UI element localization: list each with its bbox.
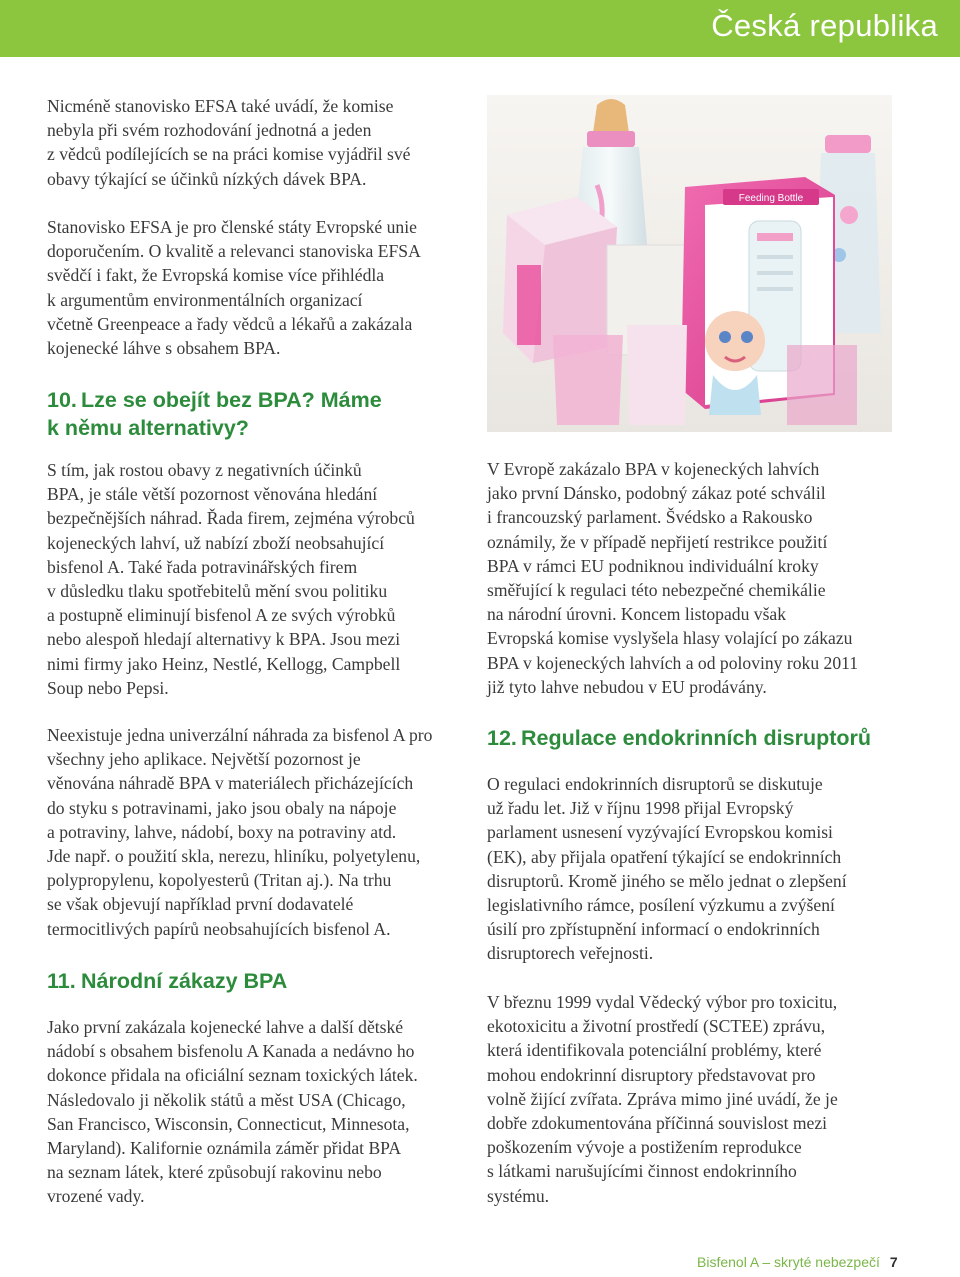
heading-12 — [487, 724, 907, 752]
page-section-title: Česká republika — [711, 8, 938, 43]
right-paragraph-european-bans: V Evropě zakázalo BPA v kojeneckých lahvích jako první Dánsko, podobný zákaz poté schválil i francouzský parlament. Švédsko a Rakousko oznámily, že v případě nepřijetí restrikce použití BPA v rámci EU podniknou individuální kroky směřující k regulaci této nebezpečné chemikálie na národní úrovni. Koncem listopadu však Evropská komise vyslyšela hlasy volající po zákazu BPA v kojeneckých lahvích a od poloviny roku 2011 již tyto lahve nebudou v EU prodávány. — [487, 459, 859, 697]
photo-box-label: Feeding Bottle — [738, 193, 804, 204]
baby-bottles-photo — [487, 95, 892, 432]
page-footer — [697, 1254, 898, 1270]
right-paragraph-scientific-committee: V březnu 1999 vydal Vědecký výbor pro toxicitu, ekotoxicitu a životní prostředí (SCTEE) zprávu, která identifikovala potenciální problémy, které mohou endokrinní disruptory představovat pro volně žijící zvířata. Zpráva mimo jiné uvádí, že je dobře zdokumentována příčinná souvislost mezi poškozením vývoje a postižením reprodukce s látkami narušujícími činnost endokrinního systému. — [487, 992, 838, 1206]
header-band — [0, 0, 960, 57]
footer-publication-title: Bisfenol A – skryté nebezpečí — [697, 1254, 880, 1270]
heading-10 — [47, 386, 459, 442]
heading-11-text: Národní zákazy BPA — [81, 969, 288, 993]
left-paragraph-alternatives: S tím, jak rostou obavy z negativních účinků BPA, je stále větší pozornost věnována hledání bezpečnějších náhrad. Řada firem, zejména výrobců kojeneckých lahví, už nabízí zboží neobsahující bisfenol A. Také řada potravinářských firem v důsledku tlaku spotřebitelů mění svou politiku a postupně eliminují bisfenol A ze svých výrobků nebo alespoň hledají alternativy k BPA. Jsou mezi nimi firmy jako Heinz, Nestlé, Kellogg, Campbell Soup nebo Pepsi. — [47, 460, 415, 698]
left-paragraph-efsa-opinion: Nicméně stanovisko EFSA také uvádí, že komise nebyla při svém rozhodování jednotná a jeden z vědců podílejících se na práci komise vyjádřil své obavy týkající se účinků nízkých dávek BPA. — [47, 96, 411, 189]
left-paragraph-national-bans: Jako první zakázala kojenecké lahve a další dětské nádobí s obsahem bisfenolu A Kanada a nedávno ho dokonce přidala na oficiální seznam toxických látek. Následovalo ji několik států a měst USA (Chicago, San Francisco, Wisconsin, Connecticut, Minnesota, Maryland). Kalifornie oznámila záměr přidat BPA na seznam látek, které způsobují rakovinu nebo vrozené vady. — [47, 1017, 418, 1207]
heading-10-text: Lze se obejít bez BPA? Máme k němu alternativy? — [47, 388, 382, 440]
baby-bottles-illustration — [487, 95, 892, 432]
heading-12-text: Regulace endokrinních disruptorů — [521, 726, 872, 750]
heading-10-number: 10. — [47, 388, 77, 412]
heading-11 — [47, 967, 459, 995]
left-paragraph-efsa-recommendation: Stanovisko EFSA je pro členské státy Evropské unie doporučením. O kvalitě a relevanci stanoviska EFSA svědčí i fakt, že Evropská komise více přihlédla k argumentům environmentálních organizací včetně Greenpeace a řady vědců a lékařů a zakázala kojenecké láhve s obsahem BPA. — [47, 217, 421, 359]
page-number: 7 — [889, 1254, 898, 1270]
heading-12-number: 12. — [487, 726, 517, 750]
left-paragraph-no-universal-replacement: Neexistuje jedna univerzální náhrada za bisfenol A pro všechny jeho aplikace. Největší pozornost je věnována náhradě BPA v materiálech přicházejících do styku s potravinami, jako jsou obaly na nápoje a potraviny, lahve, nádobí, boxy na potraviny atd. Jde např. o použití skla, nerezu, hliníku, polyetylenu, polypropylenu, kopolyesterů (Tritan aj.). Na trhu se však objevují například první dodavatelé termocitlivých papírů neobsahujících bisfenol A. — [47, 725, 433, 939]
right-paragraph-regulation: O regulaci endokrinních disruptorů se diskutuje už řadu let. Již v říjnu 1998 přijal Evropský parlament usnesení vyzývající Evropskou komisi (EK), aby přijala opatření týkající se endokrinních disruptorů. Kromě jiného se mělo jednat o zlepšení legislativního rámce, posílení výzkumu a zvýšení úsilí pro zpřístupnění informací o endokrinních disruptorech veřejnosti. — [487, 774, 847, 964]
heading-11-number: 11. — [47, 969, 76, 993]
